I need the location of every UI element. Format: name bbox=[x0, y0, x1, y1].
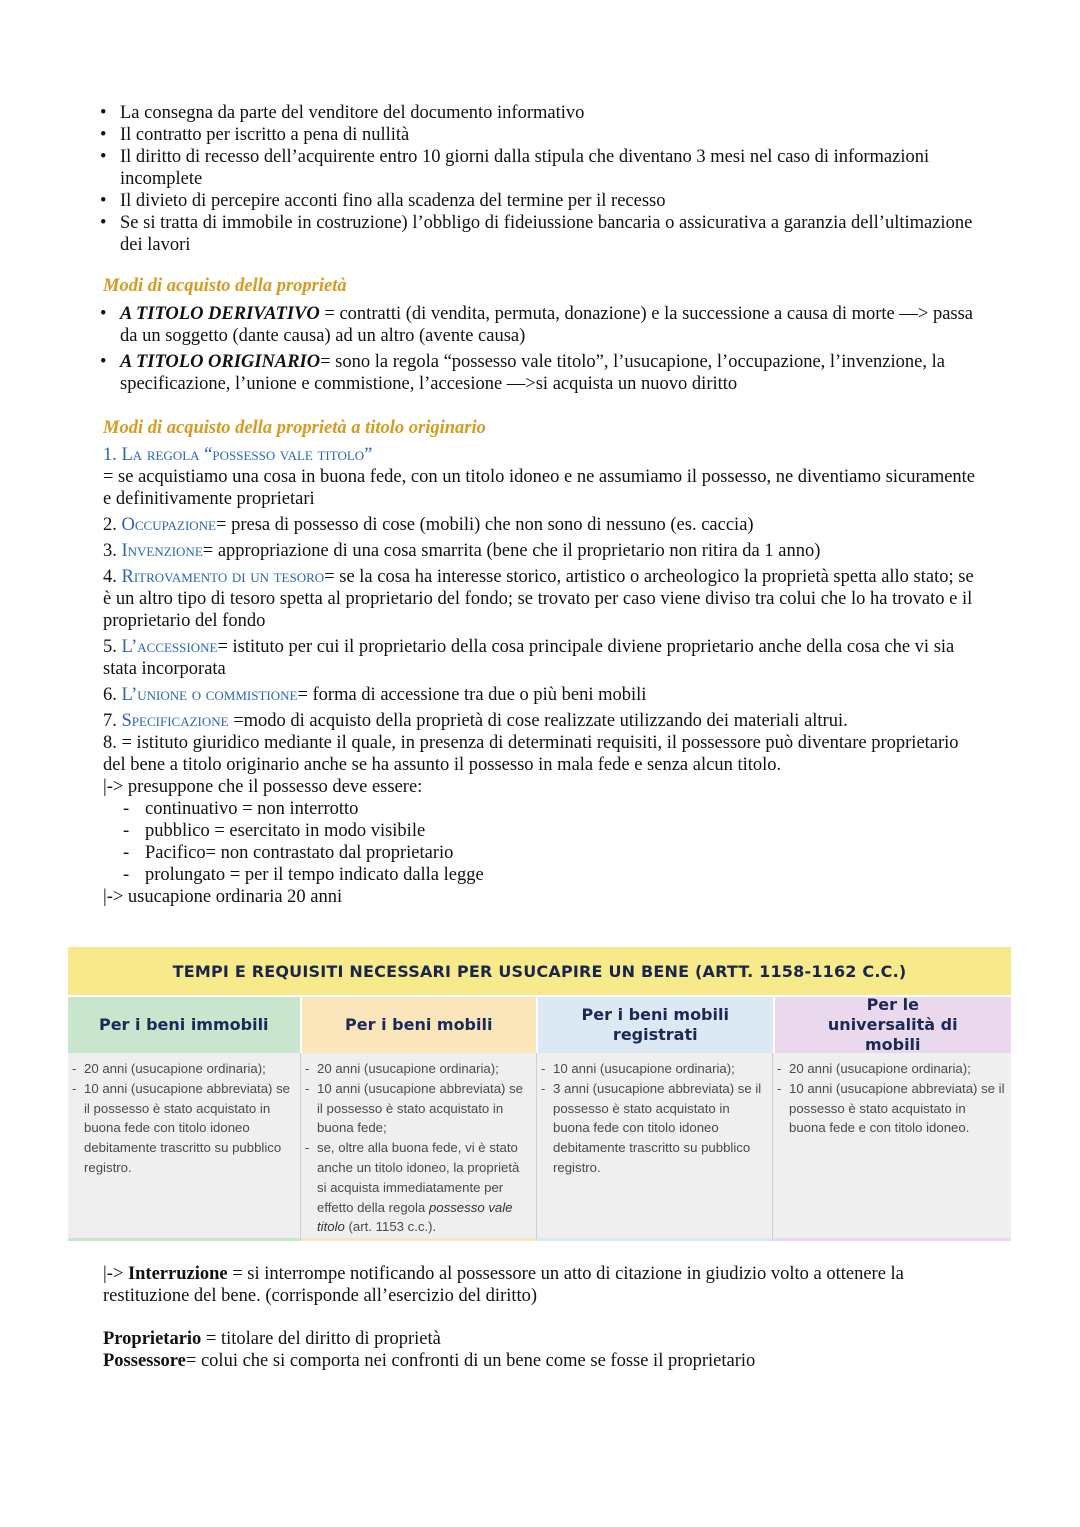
list-item: 5. L’accessione= istituto per cui il proprietario della cosa principale diviene proprietario anche della cosa che vi sia stata incorporata bbox=[103, 637, 955, 679]
list-item: • Il diritto di recesso dell’acquirente entro 10 giorni dalla stipula che diventano 3 mesi nel caso di informazioni incomplete bbox=[100, 147, 930, 189]
usucapione-line: |-> usucapione ordinaria 20 anni bbox=[103, 887, 343, 907]
section-heading-acquisto: Modi di acquisto della proprietà bbox=[103, 276, 347, 296]
list-item: - 20 anni (usucapione ordinaria); bbox=[777, 1061, 971, 1076]
table-cell bbox=[301, 1053, 537, 1241]
table-cell bbox=[537, 1053, 773, 1241]
list-item: 1. La regola “possesso vale titolo” bbox=[103, 445, 373, 465]
definition-possessore: Possessore= colui che si comporta nei confronti di un bene come se fosse il proprietario bbox=[103, 1351, 756, 1371]
definitions bbox=[103, 1328, 983, 1372]
list-item: - continuativo = non interrotto bbox=[123, 799, 359, 819]
list-item: 8. = istituto giuridico mediante il quale, in presenza di determinati requisiti, il possessore può diventare proprietario del bene a titolo originario anche se ha assunto il possesso in mala fede e senza alcun titolo. bbox=[103, 733, 959, 775]
list-item: - prolungato = per il tempo indicato dalla legge bbox=[123, 865, 484, 885]
table-cell bbox=[68, 1053, 301, 1241]
list-item: - pubblico = esercitato in modo visibile bbox=[123, 821, 426, 841]
requisites-list bbox=[103, 798, 983, 886]
list-item: • Se si tratta di immobile in costruzione) l’obbligo di fideiussione bancaria o assicurativa a garanzia dell’ultimazione dei lavori bbox=[100, 213, 973, 255]
acquisto-bullet-list bbox=[100, 303, 980, 395]
table-header-universalita: Per le universalità di mobili bbox=[775, 997, 1011, 1053]
interruzione-paragraph: |-> Interruzione = si interrompe notificando al possessore un atto di citazione in giudizio volto a ottenere la restituzione del bene. (corrisponde all’esercizio del diritto) bbox=[103, 1264, 904, 1306]
list-item: - 10 anni (usucapione ordinaria); bbox=[541, 1061, 735, 1076]
table-body-row bbox=[68, 1053, 1011, 1241]
table-cell bbox=[773, 1053, 1011, 1241]
list-item: • A TITOLO DERIVATIVO = contratti (di vendita, permuta, donazione) e la successione a causa di morte —> passa da un soggetto (dante causa) ad un altro (avente causa) bbox=[100, 304, 974, 346]
list-item: • Il divieto di percepire acconti fino alla scadenza del termine per il recesso bbox=[100, 191, 666, 211]
list-item: • A TITOLO ORIGINARIO= sono la regola “possesso vale titolo”, l’usucapione, l’occupazione, l’invenzione, la specificazione, l’unione e commistione, l’accesione —>si acquista un nuovo diritto bbox=[100, 352, 945, 394]
table-header-row bbox=[68, 995, 1011, 1053]
list-item: - 20 anni (usucapione ordinaria); bbox=[72, 1061, 266, 1076]
list-item: - 10 anni (usucapione abbreviata) se il possesso è stato acquistato in buona fede e con titolo idoneo. bbox=[777, 1080, 1005, 1136]
intro-bullet-list bbox=[100, 102, 980, 256]
list-item: 6. L’unione o commistione= forma di accessione tra due o più beni mobili bbox=[103, 685, 647, 705]
table-header-immobili: Per i beni immobili bbox=[68, 997, 302, 1053]
list-item: 7. Specificazione =modo di acquisto della proprietà di cose realizzate utilizzando dei materiali altrui. bbox=[103, 711, 848, 731]
bullet-icon: • bbox=[100, 147, 107, 167]
table-header-mobili-registrati: Per i beni mobili registrati bbox=[538, 997, 775, 1053]
list-item-text: = se acquistiamo una cosa in buona fede, con un titolo idoneo e ne assumiamo il possesso, ne diventiamo sicuramente e definitivamente proprietari bbox=[103, 467, 976, 509]
bullet-icon: • bbox=[100, 103, 107, 123]
list-item: 2. Occupazione= presa di possesso di cose (mobili) che non sono di nessuno (es. caccia) bbox=[103, 515, 754, 535]
usucapione-table bbox=[68, 947, 1011, 1241]
titolo-originario-content bbox=[103, 444, 983, 908]
list-item: 4. Ritrovamento di un tesoro= se la cosa ha interesse storico, artistico o archeologico la proprietà spetta allo stato; se è un altro tipo di tesoro spetta al proprietario del fondo; se trovato per caso viene diviso tra colui che lo ha trovato e il proprietario del fondo bbox=[103, 567, 974, 631]
list-item: - 10 anni (usucapione abbreviata) se il possesso è stato acquistato in buona fede; bbox=[305, 1080, 524, 1136]
table-title: TEMPI E REQUISITI NECESSARI PER USUCAPIRE UN BENE (ARTT. 1158-1162 C.C.) bbox=[68, 947, 1011, 995]
presuppone-line: |-> presuppone che il possesso deve essere: bbox=[103, 777, 423, 797]
bullet-icon: • bbox=[100, 125, 107, 145]
list-item: • La consegna da parte del venditore del documento informativo bbox=[100, 103, 585, 123]
list-item: - 3 anni (usucapione abbreviata) se il possesso è stato acquistato in buona fede con titolo idoneo debitamente trascritto su pubblico registro. bbox=[541, 1080, 762, 1175]
section-heading-titolo-originario: Modi di acquisto della proprietà a titolo originario bbox=[103, 418, 486, 438]
list-item: - se, oltre alla buona fede, vi è stato anche un titolo idoneo, la proprietà si acquista immediatamente per effetto della regola possesso vale titolo (art. 1153 c.c.). bbox=[305, 1140, 520, 1235]
bullet-icon: • bbox=[100, 191, 107, 211]
bullet-icon: • bbox=[100, 352, 107, 372]
list-item: - 20 anni (usucapione ordinaria); bbox=[305, 1061, 499, 1076]
bullet-icon: • bbox=[100, 213, 107, 233]
list-item: • Il contratto per iscritto a pena di nullità bbox=[100, 125, 410, 145]
list-item: 3. Invenzione= appropriazione di una cosa smarrita (bene che il proprietario non ritira da 1 anno) bbox=[103, 541, 821, 561]
list-item: - Pacifico= non contrastato dal proprietario bbox=[123, 843, 454, 863]
definition-proprietario: Proprietario = titolare del diritto di proprietà bbox=[103, 1329, 441, 1349]
bullet-icon: • bbox=[100, 304, 107, 324]
table-header-mobili: Per i beni mobili bbox=[302, 997, 539, 1053]
list-item: - 10 anni (usucapione abbreviata) se il possesso è stato acquistato in buona fede con titolo idoneo debitamente trascritto su pubblico registro. bbox=[72, 1080, 291, 1175]
